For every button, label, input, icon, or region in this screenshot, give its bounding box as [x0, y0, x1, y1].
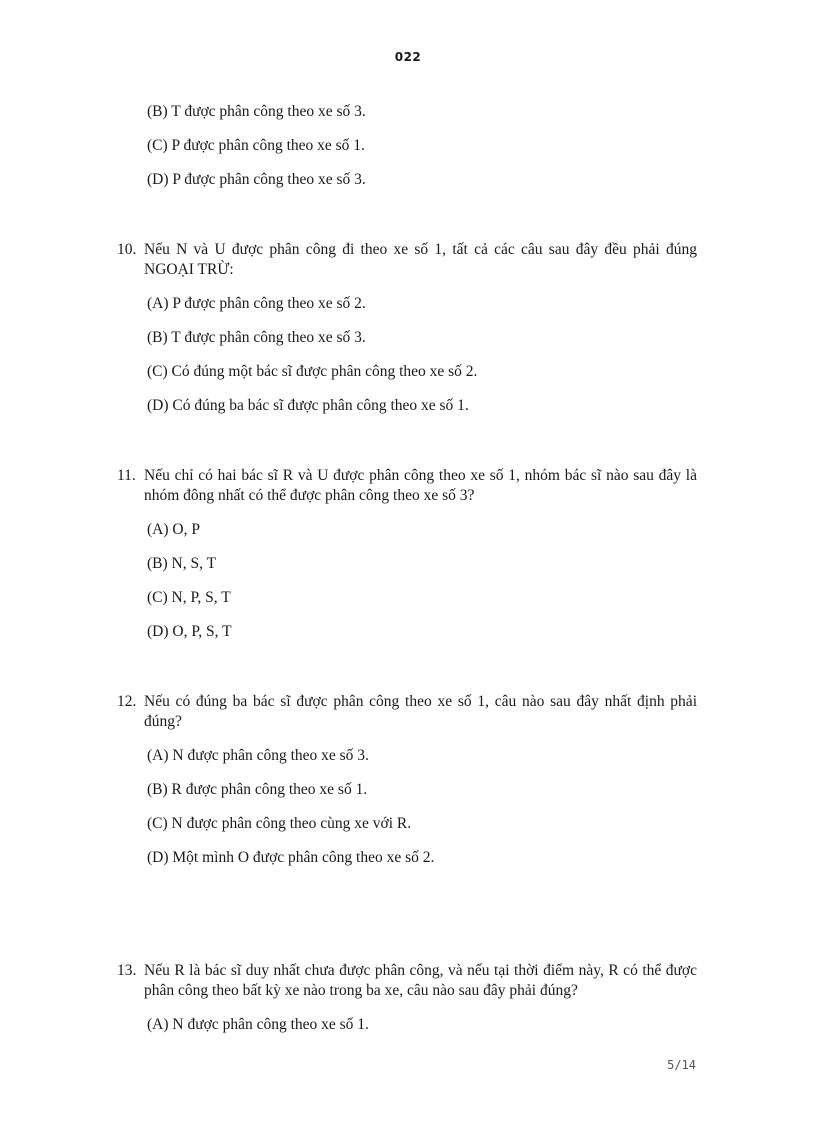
answer-option-12a: (A) N được phân công theo xe số 3.	[147, 747, 369, 764]
answer-option-11a: (A) O, P	[147, 521, 200, 538]
answer-option-9c: (C) P được phân công theo xe số 1.	[147, 137, 365, 154]
answer-option-12c: (C) N được phân công theo cùng xe với R.	[147, 815, 412, 832]
question-text: Nếu có đúng ba bác sĩ được phân công theo xe số 1, câu nào sau đây nhất định phải đúng?	[144, 693, 697, 730]
question-10	[117, 240, 697, 280]
question-text: Nếu chỉ có hai bác sĩ R và U được phân công theo xe số 1, nhóm bác sĩ nào sau đây là nhóm đông nhất có thể được phân công theo xe số 3?	[144, 467, 697, 504]
question-13	[117, 961, 697, 1001]
question-text: Nếu N và U được phân công đi theo xe số 1, tất cả các câu sau đây đều phải đúng NGOẠI TRỪ:	[144, 241, 697, 278]
question-11	[117, 466, 697, 506]
question-number: 11.	[117, 467, 136, 484]
answer-option-10a: (A) P được phân công theo xe số 2.	[147, 295, 366, 312]
page-content	[117, 102, 697, 1049]
answer-option-12d: (D) Một mình O được phân công theo xe số 2.	[147, 849, 435, 866]
answer-option-11c: (C) N, P, S, T	[147, 589, 231, 606]
answer-option-10c: (C) Có đúng một bác sĩ được phân công theo xe số 2.	[147, 363, 478, 380]
answer-option-10d: (D) Có đúng ba bác sĩ được phân công theo xe số 1.	[147, 397, 469, 414]
answer-option-9b: (B) T được phân công theo xe số 3.	[147, 103, 366, 120]
question-number: 12.	[117, 693, 137, 710]
answer-option-10b: (B) T được phân công theo xe số 3.	[147, 329, 366, 346]
page-header-code: 022	[394, 50, 422, 64]
answer-option-12b: (B) R được phân công theo xe số 1.	[147, 781, 368, 798]
page-number: 5/14	[667, 1058, 696, 1072]
answer-option-11d: (D) O, P, S, T	[147, 623, 232, 640]
answer-option-9d: (D) P được phân công theo xe số 3.	[147, 171, 366, 188]
question-number: 10.	[117, 241, 137, 258]
answer-option-11b: (B) N, S, T	[147, 555, 217, 572]
question-number: 13.	[117, 962, 137, 979]
question-text: Nếu R là bác sĩ duy nhất chưa được phân công, và nếu tại thời điểm này, R có thể được phân công theo bất kỳ xe nào trong ba xe, câu nào sau đây phải đúng?	[144, 962, 697, 999]
question-12	[117, 692, 697, 732]
answer-option-13a: (A) N được phân công theo xe số 1.	[147, 1016, 369, 1033]
